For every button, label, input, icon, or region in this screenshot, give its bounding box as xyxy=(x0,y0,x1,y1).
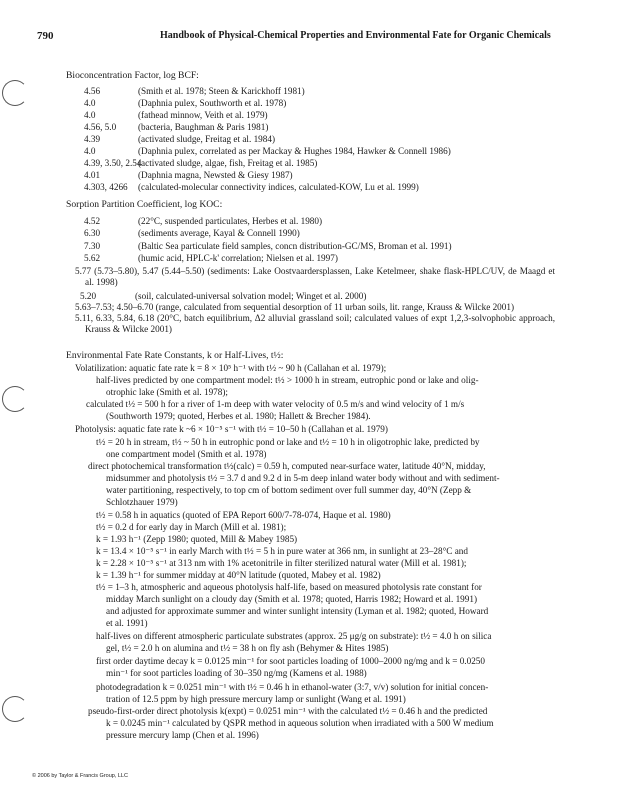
section-title-bcf: Bioconcentration Factor, log BCF: xyxy=(66,70,199,81)
koc-value: 5.20 xyxy=(80,291,97,301)
fate-line: k = 1.39 h⁻¹ for summer midday at 40°N latitude (quoted, Mabey et al. 1982) xyxy=(96,570,381,580)
bcf-value: 4.39 xyxy=(84,134,101,144)
fate-line: t½ = 0.58 h in aquatics (quoted of EPA Report 600/7-78-074, Haque et al. 1980) xyxy=(96,510,391,520)
fate-line: Schlotzhauer 1979) xyxy=(106,497,178,507)
section-title-fate: Environmental Fate Rate Constants, k or Half-Lives, t½: xyxy=(66,350,284,361)
fate-line: k = 1.93 h⁻¹ (Zepp 1980; quoted, Mill & Mabey 1985) xyxy=(96,534,298,544)
fate-line: t½ = 1–3 h, atmospheric and aqueous photolysis half-life, based on measured photolysis rate constant for xyxy=(96,582,482,592)
fate-line: photodegradation k = 0.0251 min⁻¹ with t½ = 0.46 h in ethanol-water (3:7, v/v) solution for initial concen- xyxy=(96,682,489,692)
bcf-value: 4.0 xyxy=(84,146,96,156)
bcf-value: 4.01 xyxy=(84,170,101,180)
koc-value: 5.62 xyxy=(84,252,101,263)
fate-line: k = 0.0245 min⁻¹ calculated by QSPR method in aqueous solution when irradiated with a 500 W medium xyxy=(106,718,494,728)
bcf-value: 4.0 xyxy=(84,98,96,108)
koc-reference: (soil, calculated-universal solvation model; Winget et al. 2000) xyxy=(135,291,367,301)
bcf-reference: (bacteria, Baughman & Paris 1981) xyxy=(138,122,269,132)
fate-line: otrophic lake (Smith et al. 1978); xyxy=(106,387,228,397)
bcf-reference: (Daphnia pulex, Southworth et al. 1978) xyxy=(138,98,287,108)
section-title-koc: Sorption Partition Coefficient, log KOC: xyxy=(66,199,223,210)
bcf-reference: (Daphnia pulex, correlated as per Mackay & Hughes 1984, Hawker & Connell 1986) xyxy=(138,146,451,156)
koc-value: 4.52 xyxy=(84,216,101,226)
fate-line: midday March sunlight on a cloudy day (Smith et al. 1978; quoted, Harris 1982; Howard et al. 1991) xyxy=(106,594,478,604)
bcf-value: 4.303, 4266 xyxy=(84,182,128,192)
koc-reference: (sediments average, Kayal & Connell 1990) xyxy=(138,228,300,239)
koc-paragraph: 5.11, 6.33, 5.84, 6.18 (20°C, batch equilibrium, Δ2 alluvial grassland soil; calculated values of expt 1,2,3-solvophobic approach, Krauss & Wilcke 2001) xyxy=(75,313,555,334)
fate-line: water partitioning, respectively, to top cm of bottom sediment over full summer day, 40°N (Zepp & xyxy=(106,485,472,495)
koc-reference: (22°C, suspended particulates, Herbes et al. 1980) xyxy=(138,216,323,226)
fate-line: min⁻¹ for soot particles loading of 30–350 ng/mg (Kamens et al. 1988) xyxy=(106,668,367,678)
bcf-reference: (activated sludge, Freitag et al. 1984) xyxy=(138,134,276,144)
fate-line: and adjusted for approximate summer and winter sunlight intensity (Lyman et al. 1982; quoted, Howard xyxy=(106,606,489,616)
bcf-reference: (Smith et al. 1978; Steen & Karickhoff 1981) xyxy=(138,86,305,96)
fate-line: Volatilization: aquatic fate rate k = 8 × 10⁵ h⁻¹ with t½ ~ 90 h (Callahan et al. 1979); xyxy=(75,363,387,373)
fate-line: one compartment model (Smith et al. 1978) xyxy=(106,449,267,459)
fate-line: (Southworth 1979; quoted, Herbes et al. 1980; Hallett & Brecher 1984). xyxy=(106,411,371,421)
bcf-reference: (fathead minnow, Veith et al. 1979) xyxy=(138,110,268,120)
fate-line: Photolysis: aquatic fate rate k ~6 × 10⁻⁵ s⁻¹ with t½ = 10–50 h (Callahan et al. 1979) xyxy=(75,424,388,434)
fate-line: t½ = 0.2 d for early day in March (Mill et al. 1981); xyxy=(96,522,287,532)
koc-paragraph: 5.63–7.53; 4.50–6.70 (range, calculated from sequential desorption of 11 urban soils, lit. range, Krauss & Wilcke 2001) xyxy=(75,302,514,312)
punch-hole-mark xyxy=(2,80,28,106)
fate-line: calculated t½ = 500 h for a river of 1-m deep with water velocity of 0.5 m/s and wind velocity of 1 m/s xyxy=(86,399,465,409)
running-head: Handbook of Physical-Chemical Properties and Environmental Fate for Organic Chemicals xyxy=(160,30,551,41)
fate-line: pseudo-first-order direct photolysis k(expt) = 0.0251 min⁻¹ with the calculated t½ = 0.46 h and the predicted xyxy=(88,706,488,716)
bcf-value: 4.56 xyxy=(84,86,101,96)
page-number: 790 xyxy=(37,30,54,42)
bcf-value: 4.56, 5.0 xyxy=(84,122,117,132)
fate-line: midsummer and photolysis t½ = 3.7 d and 9.2 d in 5-m deep inland water body without and with sediment- xyxy=(106,473,500,483)
fate-line: gel, t½ = 2.0 h on alumina and t½ = 38 h on fly ash (Behymer & Hites 1985) xyxy=(106,643,389,653)
koc-reference: (humic acid, HPLC-k' correlation; Nielsen et al. 1997) xyxy=(138,252,338,263)
fate-line: t½ = 20 h in stream, t½ ~ 50 h in eutrophic pond or lake and t½ = 10 h in oligotrophic lake, predicted by xyxy=(96,437,480,447)
fate-line: k = 13.4 × 10⁻⁵ s⁻¹ in early March with t½ = 5 h in pure water at 366 nm, in sunlight at 23–28°C and xyxy=(96,546,468,556)
fate-line: half-lives on different atmospheric particulate substrates (approx. 25 μg/g on substrate): t½ = 4.0 h on silica xyxy=(96,631,492,641)
bcf-value: 4.0 xyxy=(84,110,96,120)
bcf-reference: (Daphnia magna, Newsted & Giesy 1987) xyxy=(138,170,293,180)
bcf-value: 4.39, 3.50, 2.54 xyxy=(84,158,142,168)
koc-reference: (Baltic Sea particulate field samples, concn distribution-GC/MS, Broman et al. 1991) xyxy=(138,240,452,251)
fate-line: pressure mercury lamp (Chen et al. 1996) xyxy=(106,730,259,740)
bcf-reference: (calculated-molecular connectivity indices, calculated-KOW, Lu et al. 1999) xyxy=(138,182,419,192)
copyright-notice: © 2006 by Taylor & Francis Group, LLC xyxy=(32,773,128,779)
koc-paragraph: 5.77 (5.73–5.80), 5.47 (5.44–5.50) (sediments: Lake Oostvaardersplassen, Lake Ketelmeer, shake flask-HPLC/UV, de Maagd et al. 1998) xyxy=(75,266,555,287)
fate-line: tration of 12.5 ppm by high pressure mercury lamp or sunlight (Wang et al. 1991) xyxy=(106,694,406,704)
fate-line: first order daytime decay k = 0.0125 min⁻¹ for soot particles loading of 1000–2000 ng/mg and k = 0.0250 xyxy=(96,656,485,666)
fate-line: half-lives predicted by one compartment model: t½ > 1000 h in stream, eutrophic pond or lake and olig- xyxy=(96,375,479,385)
koc-value: 7.30 xyxy=(84,240,101,251)
fate-line: et al. 1991) xyxy=(106,618,148,628)
punch-hole-mark xyxy=(2,696,28,722)
koc-value: 6.30 xyxy=(84,228,101,239)
bcf-reference: (activated sludge, algae, fish, Freitag et al. 1985) xyxy=(138,158,318,168)
fate-line: direct photochemical transformation t½(calc) = 0.59 h, computed near-surface water, latitude 40°N, midday, xyxy=(88,461,486,471)
punch-hole-mark xyxy=(2,386,28,412)
fate-line: k = 2.28 × 10⁻⁵ s⁻¹ at 313 nm with 1% acetonitrile in filter sterilized natural water (Mill et al. 1981); xyxy=(96,558,467,568)
